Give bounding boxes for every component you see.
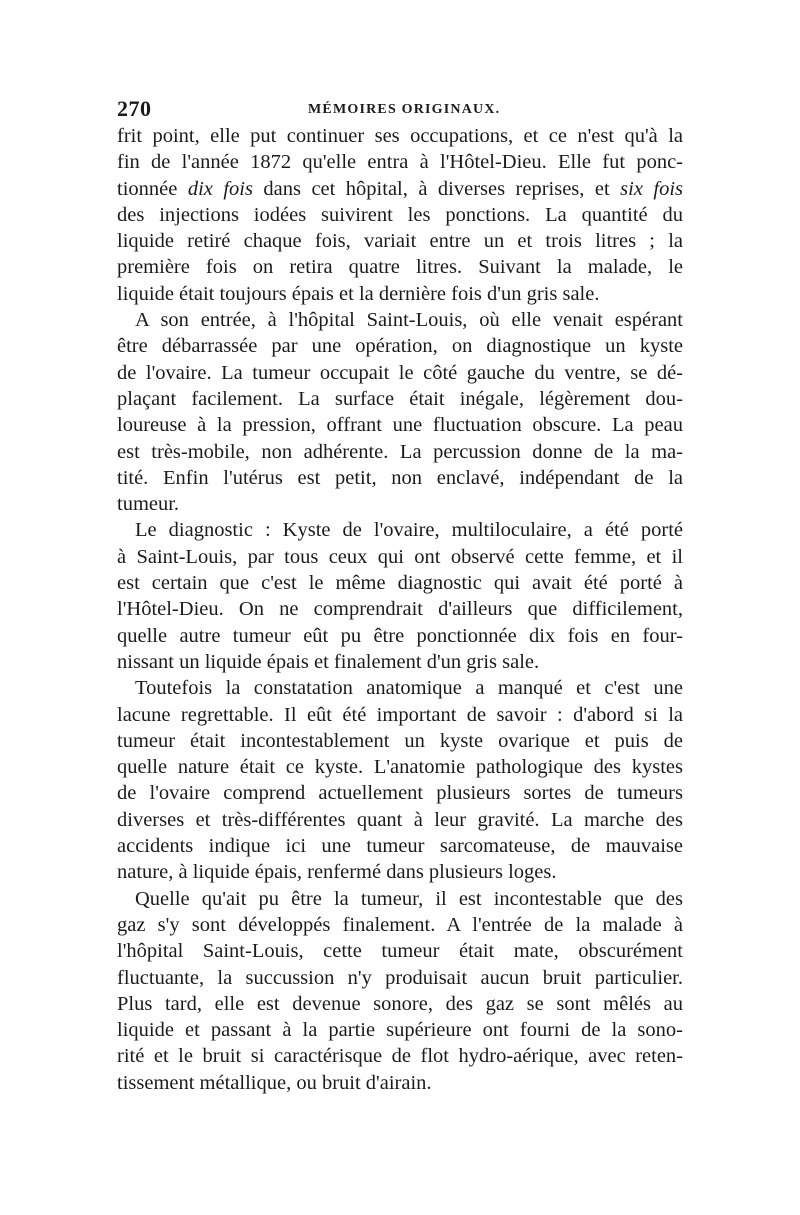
text-line: nissant un liquide épais et finalement d'un gris sale. <box>117 650 540 673</box>
text-line: première fois on retira quatre litres. Suivant la malade, le <box>117 256 683 279</box>
body-text <box>117 123 683 1096</box>
text-line: l'Hôtel-Dieu. On ne comprendrait d'ailleurs que difficilement, <box>117 598 683 621</box>
text-line: l'hôpital Saint-Louis, cette tumeur était mate, obscurément <box>117 940 683 963</box>
text-line: est très-mobile, non adhérente. La percussion donne de la ma- <box>117 440 683 463</box>
text-line: Le diagnostic : Kyste de l'ovaire, multiloculaire, a été porté <box>135 519 683 542</box>
text-line: loureuse à la pression, offrant une fluctuation obscure. La peau <box>117 414 683 437</box>
text-line: tumeur était incontestablement un kyste ovarique et puis de <box>117 729 683 752</box>
italic-text: six fois <box>620 177 683 200</box>
text-line: liquide et passant à la partie supérieure ont fourni de la sono- <box>117 1019 683 1042</box>
text-line: est certain que c'est le même diagnostic qui avait été porté à <box>117 572 683 595</box>
text-line <box>117 176 683 202</box>
text-line: liquide retiré chaque fois, variait entre un et trois litres ; la <box>117 230 683 253</box>
text-line: nature, à liquide épais, renfermé dans plusieurs loges. <box>117 861 557 884</box>
text-line: rité et le bruit si caractérisque de flot hydro-aérique, avec reten- <box>117 1045 683 1068</box>
text-line: quelle nature était ce kyste. L'anatomie pathologique des kystes <box>117 756 683 779</box>
text-line: être débarrassée par une opération, on diagnostique un kyste <box>117 335 683 358</box>
text-line: fin de l'année 1872 qu'elle entra à l'Hôtel-Dieu. Elle fut ponc- <box>117 151 683 174</box>
text-line: lacune regrettable. Il eût été important de savoir : d'abord si la <box>117 703 683 726</box>
text-line: gaz s'y sont développés finalement. A l'entrée de la malade à <box>117 913 683 936</box>
text-line: tité. Enfin l'utérus est petit, non enclavé, indépendant de la <box>117 466 683 489</box>
page-header <box>117 96 687 124</box>
text-line: tissement métallique, ou bruit d'airain. <box>117 1071 432 1094</box>
text-line: quelle autre tumeur eût pu être ponctionnée dix fois en four- <box>117 624 683 647</box>
text-line: de l'ovaire comprend actuellement plusieurs sortes de tumeurs <box>117 782 683 805</box>
line-segment: tionnée <box>117 177 188 200</box>
italic-text: dix fois <box>187 177 253 200</box>
text-line: accidents indique ici une tumeur sarcomateuse, de mauvaise <box>117 835 683 858</box>
text-line: à Saint-Louis, par tous ceux qui ont observé cette femme, et il <box>117 545 683 568</box>
page-number: 270 <box>117 96 152 121</box>
text-line: frit point, elle put continuer ses occupations, et ce n'est qu'à la <box>117 125 683 147</box>
text-line: Toutefois la constatation anatomique a manqué et c'est une <box>135 677 683 700</box>
text-line: liquide était toujours épais et la dernière fois d'un gris sale. <box>117 282 600 305</box>
line-segment: dans cet hôpital, à diverses reprises, et <box>252 177 621 200</box>
text-line: des injections iodées suivirent les ponctions. La quantité du <box>117 203 683 226</box>
running-title: MÉMOIRES ORIGINAUX. <box>308 102 501 117</box>
text-line: fluctuante, la succussion n'y produisait aucun bruit particulier. <box>117 966 683 989</box>
text-line: Plus tard, elle est devenue sonore, des gaz se sont mêlés au <box>117 992 683 1015</box>
text-line: de l'ovaire. La tumeur occupait le côté gauche du ventre, se dé- <box>117 361 683 384</box>
text-line: plaçant facilement. La surface était inégale, légèrement dou- <box>117 387 683 410</box>
text-line: diverses et très-différentes quant à leur gravité. La marche des <box>117 808 683 831</box>
text-line: Quelle qu'ait pu être la tumeur, il est incontestable que des <box>135 887 683 910</box>
text-line: tumeur. <box>117 493 180 516</box>
text-line: A son entrée, à l'hôpital Saint-Louis, où elle venait espérant <box>135 309 683 332</box>
